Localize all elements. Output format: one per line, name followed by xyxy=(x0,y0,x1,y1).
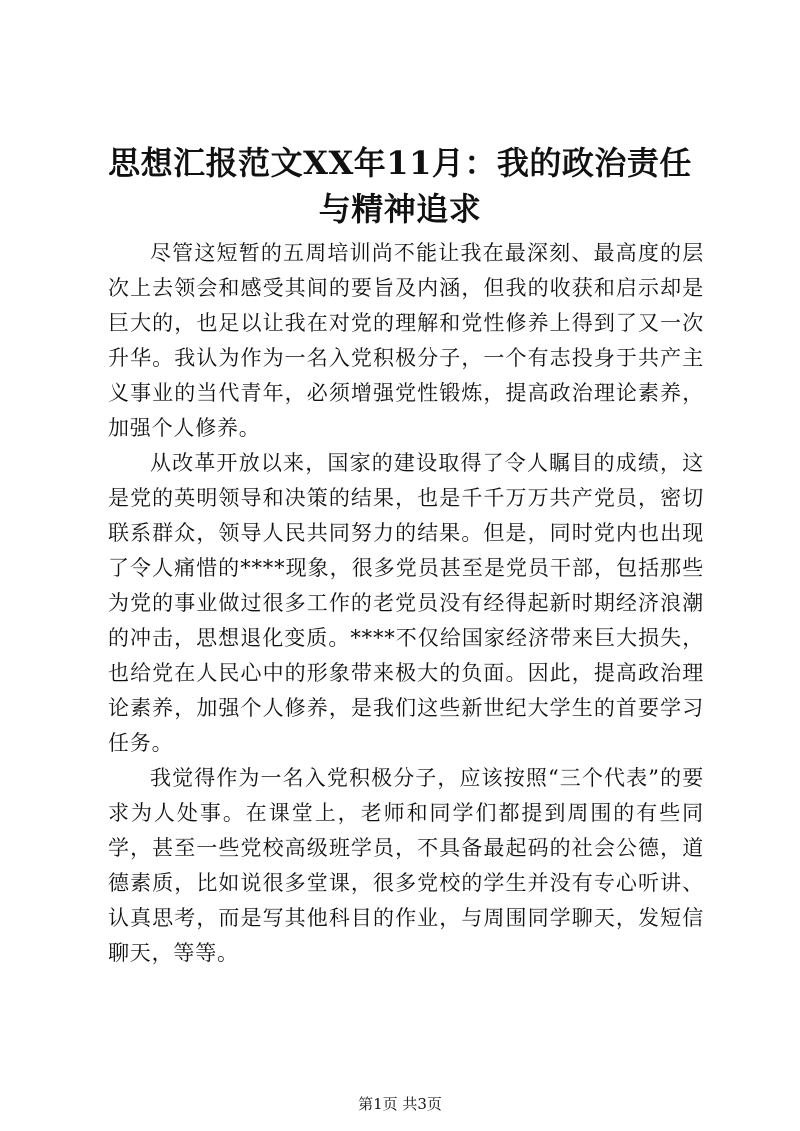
page-footer: 第1页 共3页 xyxy=(358,1095,442,1113)
paragraph-1: 尽管这短暂的五周培训尚不能让我在最深刻、最高度的层次上去领会和感受其间的要旨及内涵，但我的收获和启示却是巨大的，也足以让我在对党的理解和党性修养上得到了又一次升华。我认为作为一名入党积极分子，一个有志投身于共产主义事业的当代青年，必须增强党性锻炼，提高政治理论素养，加强个人修养。 xyxy=(108,241,704,440)
document-body xyxy=(108,236,704,971)
paragraph-3: 我觉得作为一名入党积极分子，应该按照“三个代表”的要求为人处事。在课堂上，老师和同学们都提到周围的有些同学，甚至一些党校高级班学员，不具备最起码的社会公德，道德素质，比如说很多堂课，很多党校的学生并没有专心听讲、认真思考，而是写其他科目的作业，与周围同学聊天，发短信聊天，等等。 xyxy=(108,766,704,965)
document-title: 思想汇报范文XX年11月：我的政治责任与精神追求 xyxy=(108,144,692,228)
paragraph-2: 从改革开放以来，国家的建设取得了令人瞩目的成绩，这是党的英明领导和决策的结果，也是千千万万共产党员，密切联系群众，领导人民共同努力的结果。但是，同时党内也出现了令人痛惜的****现象，很多党员甚至是党员干部，包括那些为党的事业做过很多工作的老党员没有经得起新时期经济浪潮的冲击，思想退化变质。****不仅给国家经济带来巨大损失，也给党在人民心中的形象带来极大的负面。因此，提高政治理论素养，加强个人修养，是我们这些新世纪大学生的首要学习任务。 xyxy=(108,451,704,755)
